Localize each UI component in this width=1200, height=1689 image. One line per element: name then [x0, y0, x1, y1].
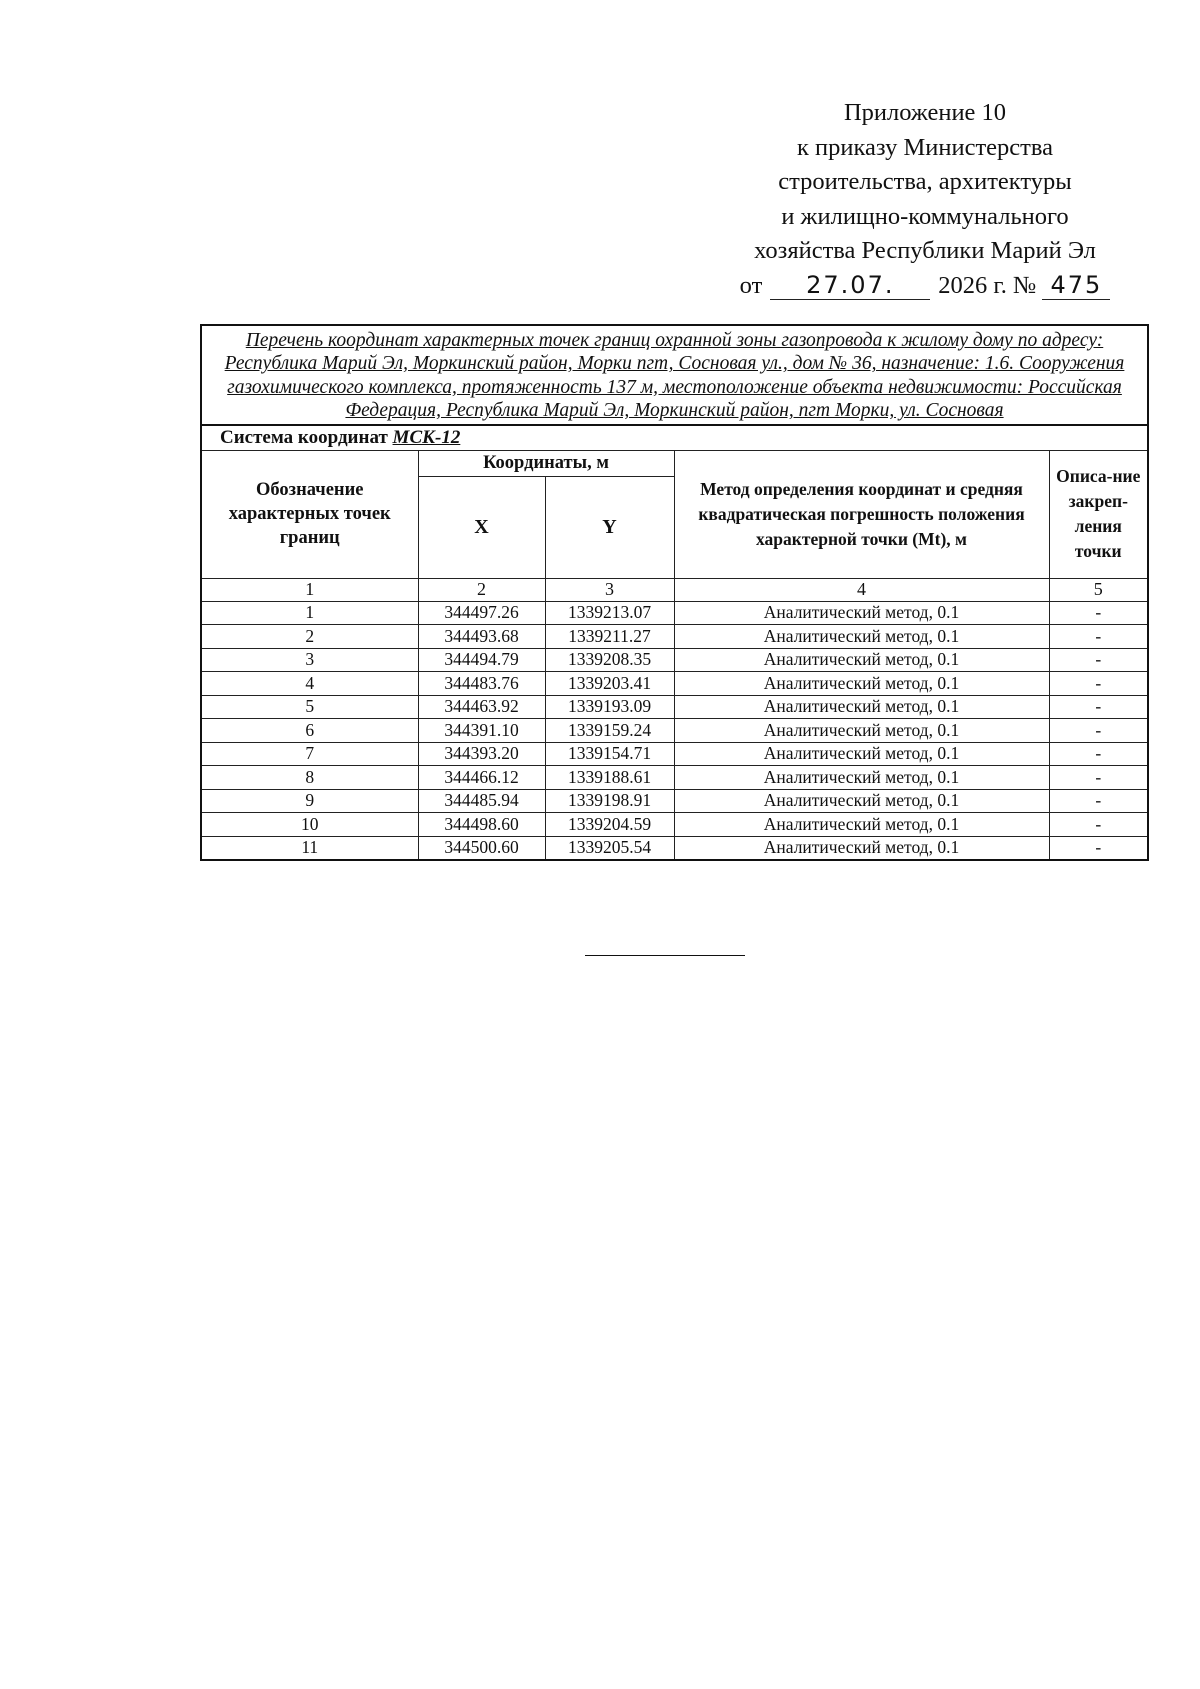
- method-cell: Аналитический метод, 0.1: [674, 672, 1049, 696]
- description-header: Описа-ние закреп-ления точки: [1049, 450, 1148, 578]
- method-cell: Аналитический метод, 0.1: [674, 601, 1049, 625]
- description-cell: -: [1049, 625, 1148, 649]
- method-cell: Аналитический метод, 0.1: [674, 719, 1049, 743]
- x-coordinate: 344493.68: [418, 625, 545, 649]
- y-coordinate: 1339159.24: [545, 719, 674, 743]
- ministry-line-1: строительства, архитектуры: [778, 168, 1072, 195]
- order-date-number-line: [690, 269, 1160, 304]
- x-coordinate: 344498.60: [418, 813, 545, 837]
- ministry-line-3: хозяйства Республики Марий Эл: [754, 237, 1096, 264]
- table-row: [201, 836, 1148, 860]
- description-cell: -: [1049, 742, 1148, 766]
- appendix-title: Приложение 10: [843, 99, 1007, 126]
- y-coordinate: 1339193.09: [545, 695, 674, 719]
- point-id: 8: [201, 766, 418, 790]
- y-coordinate: 1339205.54: [545, 836, 674, 860]
- from-label: от: [739, 271, 763, 299]
- point-id: 4: [201, 672, 418, 696]
- table-row: [201, 766, 1148, 790]
- y-coordinate: 1339154.71: [545, 742, 674, 766]
- column-number: 1: [201, 578, 418, 601]
- description-cell: -: [1049, 813, 1148, 837]
- y-coordinate: 1339198.91: [545, 789, 674, 813]
- point-id: 2: [201, 625, 418, 649]
- column-number: 3: [545, 578, 674, 601]
- point-id: 3: [201, 648, 418, 672]
- appendix-header: [690, 96, 1160, 303]
- description-cell: -: [1049, 719, 1148, 743]
- x-coordinate: 344463.92: [418, 695, 545, 719]
- point-id: 11: [201, 836, 418, 860]
- column-number: 4: [674, 578, 1049, 601]
- y-header: Y: [545, 476, 674, 578]
- x-coordinate: 344391.10: [418, 719, 545, 743]
- point-designation-header: Обозначение характерных точек границ: [201, 450, 418, 578]
- description-cell: -: [1049, 789, 1148, 813]
- x-coordinate: 344494.79: [418, 648, 545, 672]
- method-cell: Аналитический метод, 0.1: [674, 813, 1049, 837]
- coordinates-header: Координаты, м: [418, 450, 674, 476]
- order-reference-line: к приказу Министерства: [797, 133, 1053, 161]
- description-cell: -: [1049, 695, 1148, 719]
- coordinates-table: [200, 324, 1149, 861]
- table-row: [201, 742, 1148, 766]
- table-row: [201, 601, 1148, 625]
- table-row: [201, 625, 1148, 649]
- table-row: [201, 789, 1148, 813]
- description-cell: -: [1049, 648, 1148, 672]
- table-row: [201, 813, 1148, 837]
- point-id: 10: [201, 813, 418, 837]
- x-coordinate: 344393.20: [418, 742, 545, 766]
- x-coordinate: 344466.12: [418, 766, 545, 790]
- point-id: 5: [201, 695, 418, 719]
- description-cell: -: [1049, 766, 1148, 790]
- x-header: X: [418, 476, 545, 578]
- table-row: [201, 672, 1148, 696]
- point-id: 1: [201, 601, 418, 625]
- table-row: [201, 719, 1148, 743]
- column-number-row: [201, 578, 1148, 601]
- x-coordinate: 344497.26: [418, 601, 545, 625]
- point-id: 9: [201, 789, 418, 813]
- method-cell: Аналитический метод, 0.1: [674, 742, 1049, 766]
- y-coordinate: 1339203.41: [545, 672, 674, 696]
- y-coordinate: 1339208.35: [545, 648, 674, 672]
- order-date: 27.07.: [770, 271, 930, 300]
- coordinate-system-label: Система координат: [220, 426, 388, 448]
- method-header: Метод определения координат и средняя квадратическая погрешность положения характерной точки (Mt), м: [674, 450, 1049, 578]
- method-cell: Аналитический метод, 0.1: [674, 695, 1049, 719]
- method-cell: Аналитический метод, 0.1: [674, 836, 1049, 860]
- y-coordinate: 1339213.07: [545, 601, 674, 625]
- y-coordinate: 1339188.61: [545, 766, 674, 790]
- y-coordinate: 1339204.59: [545, 813, 674, 837]
- order-number: 475: [1042, 271, 1110, 300]
- description-cell: -: [1049, 836, 1148, 860]
- x-coordinate: 344483.76: [418, 672, 545, 696]
- point-id: 7: [201, 742, 418, 766]
- y-coordinate: 1339211.27: [545, 625, 674, 649]
- column-number: 2: [418, 578, 545, 601]
- year-label: 2026 г. №: [938, 271, 1037, 299]
- method-cell: Аналитический метод, 0.1: [674, 766, 1049, 790]
- coordinate-system: [201, 425, 1148, 451]
- closing-rule: [585, 955, 745, 956]
- column-number: 5: [1049, 578, 1148, 601]
- method-cell: Аналитический метод, 0.1: [674, 789, 1049, 813]
- description-cell: -: [1049, 672, 1148, 696]
- x-coordinate: 344500.60: [418, 836, 545, 860]
- table-row: [201, 695, 1148, 719]
- x-coordinate: 344485.94: [418, 789, 545, 813]
- ministry-line-2: и жилищно-коммунального: [781, 202, 1069, 230]
- description-cell: -: [1049, 601, 1148, 625]
- point-id: 6: [201, 719, 418, 743]
- method-cell: Аналитический метод, 0.1: [674, 625, 1049, 649]
- table-caption: Перечень координат характерных точек границ охранной зоны газопровода к жилому дому по адресу: Республика Марий Эл, Моркинский район, Морки пгт, Сосновая ул., дом № 36, назначение: 1.6. Сооружения газохимического комплекса, протяженность 137 м, местоположение объекта недвижимости: Российская Федерация, Республика Марий Эл, Моркинский район, пгт Морки, ул. Сосновая: [201, 325, 1148, 425]
- table-row: [201, 648, 1148, 672]
- coordinate-system-value: МСК-12: [392, 426, 461, 448]
- method-cell: Аналитический метод, 0.1: [674, 648, 1049, 672]
